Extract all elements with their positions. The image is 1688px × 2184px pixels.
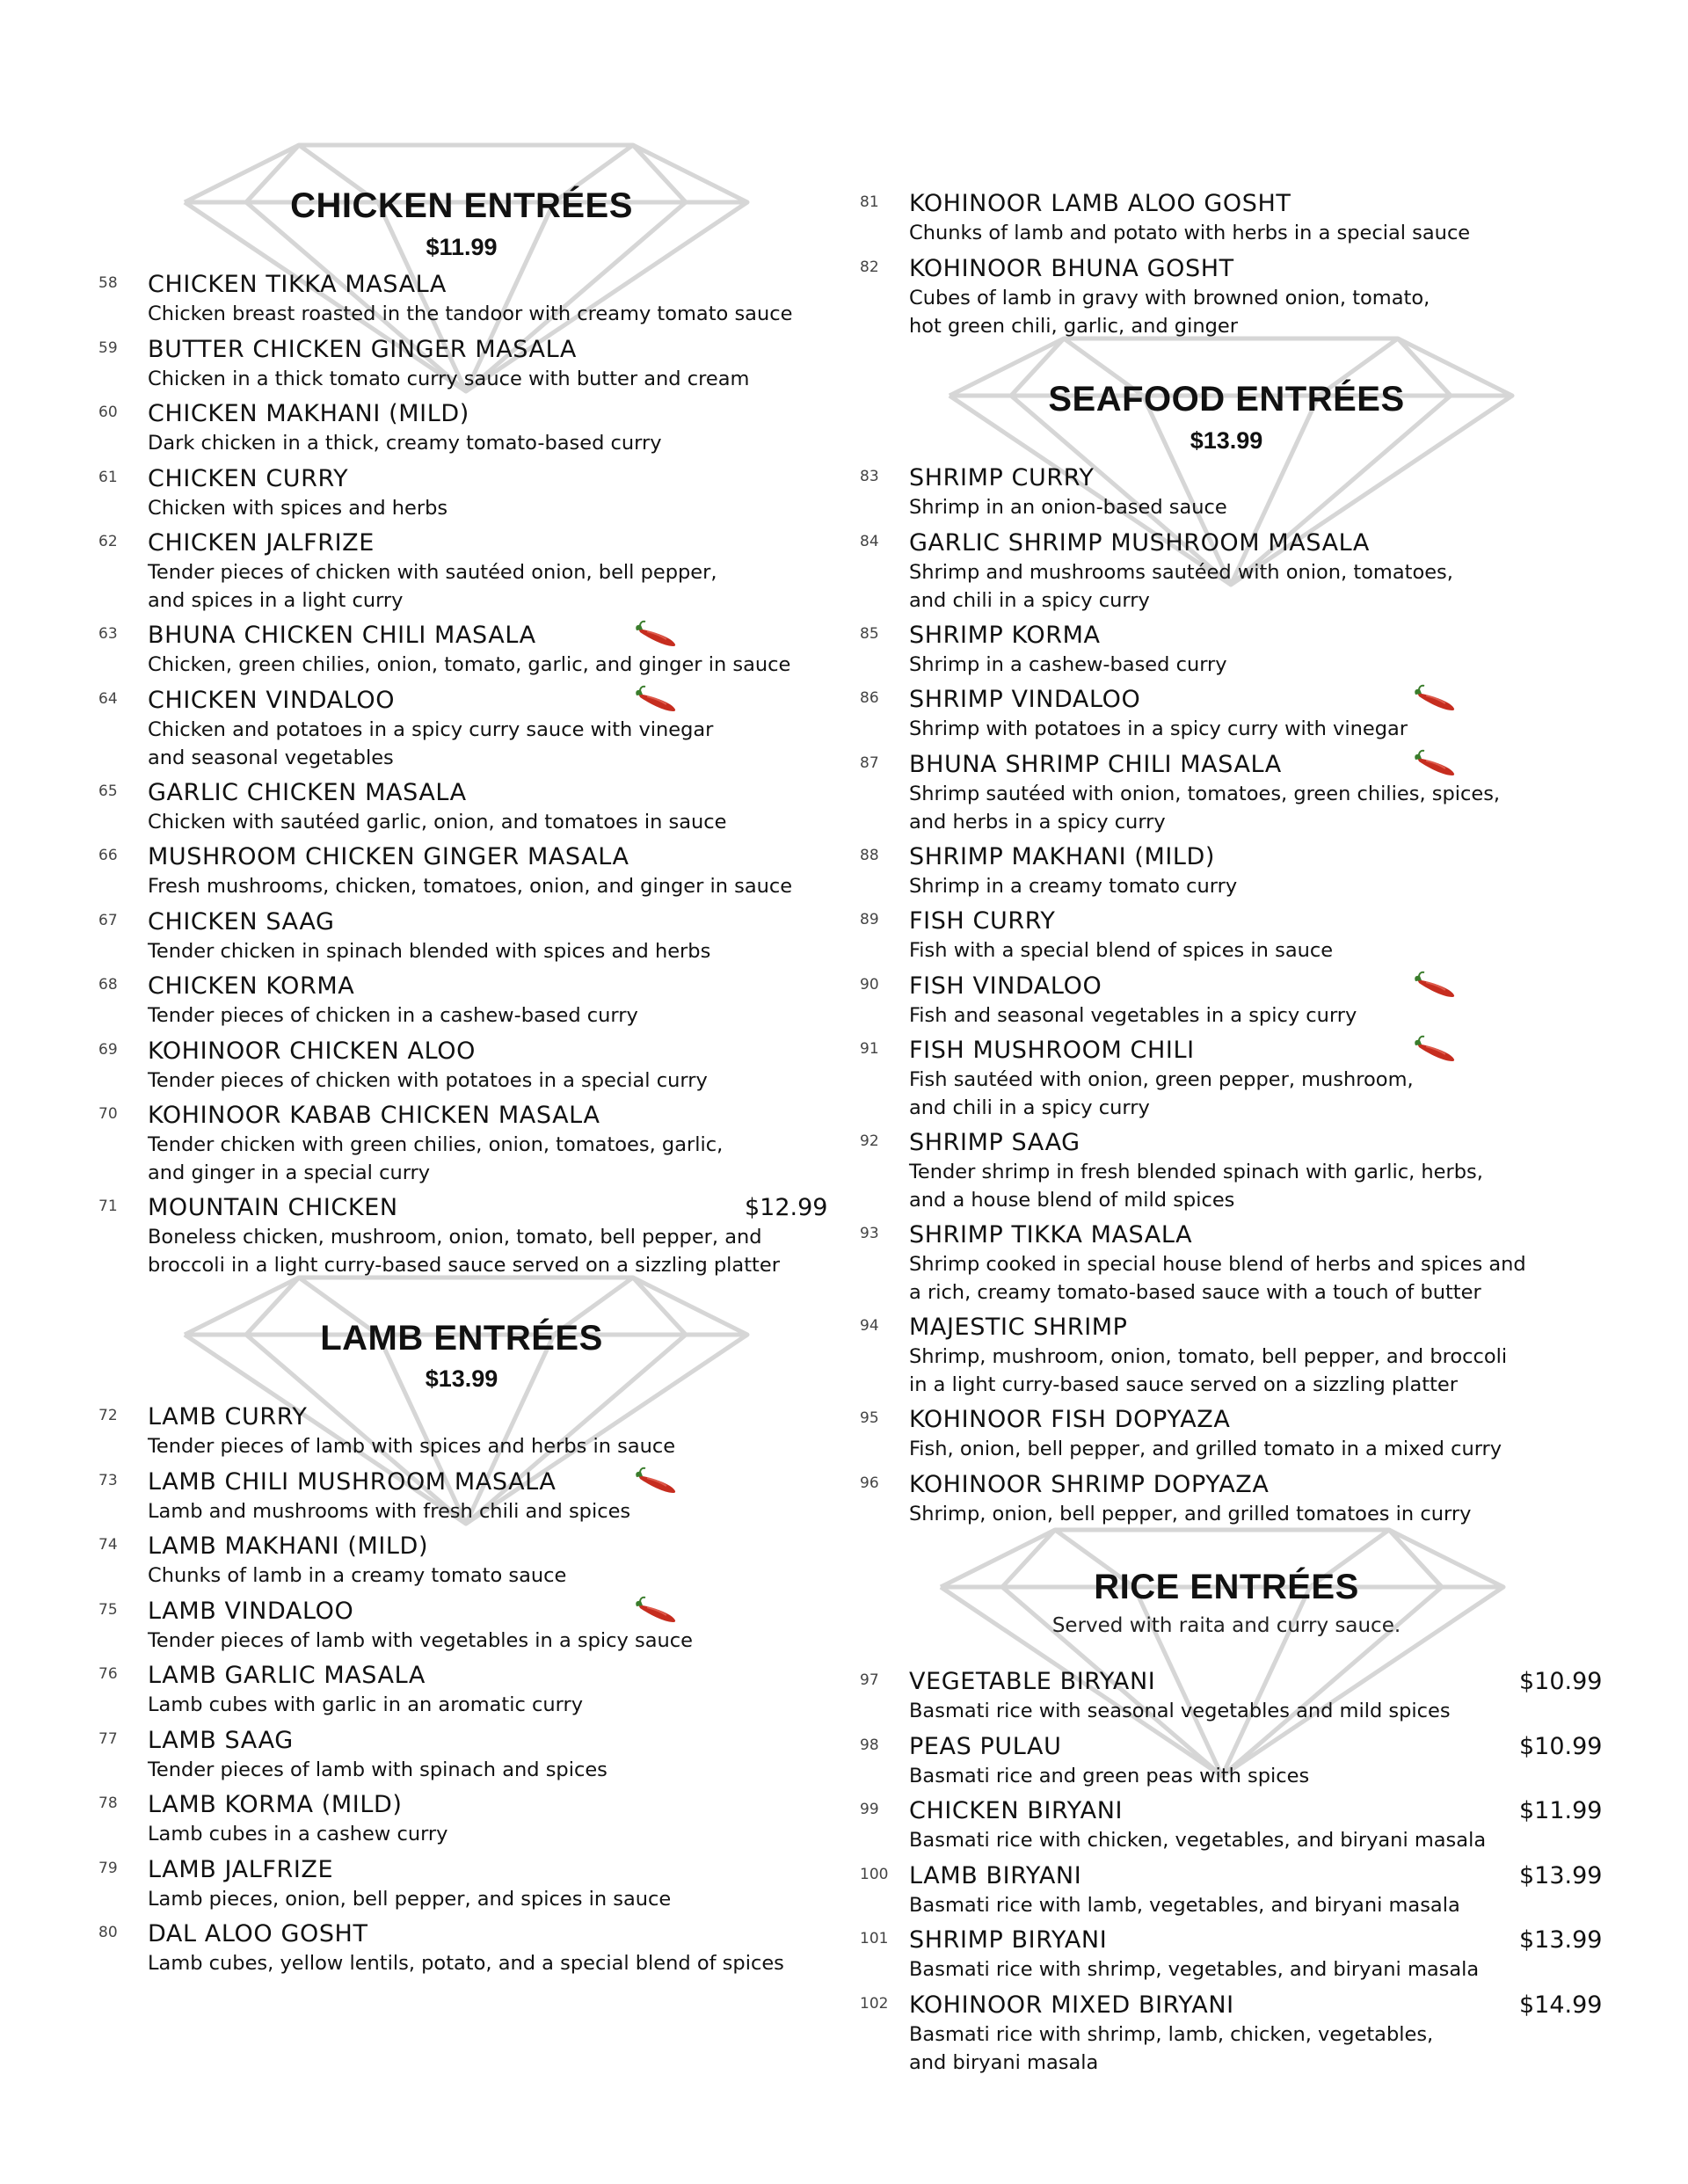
item-description-line: a rich, creamy tomato-based sauce with a touch of butter [909, 1281, 1481, 1304]
item-name: GARLIC CHICKEN MASALA [148, 778, 467, 806]
item-description-line: Tender shrimp in fresh blended spinach with garlic, herbs, [909, 1161, 1483, 1183]
item-name: MUSHROOM CHICKEN GINGER MASALA [148, 843, 629, 870]
item-name: CHICKEN VINDALOO [148, 686, 396, 714]
item-name: VEGETABLE BIRYANI [909, 1668, 1156, 1695]
section-price-seafood: $13.99 [1190, 427, 1263, 454]
item-description [909, 1343, 1630, 1399]
item-name: CHICKEN TIKKA MASALA [148, 271, 447, 298]
item-description-line: Lamb pieces, onion, bell pepper, and spices in sauce [148, 1887, 672, 1911]
item-description [909, 1500, 1630, 1528]
item-description-line: Shrimp cooked in special house blend of herbs and spices and [909, 1253, 1526, 1276]
item-name: KOHINOOR KABAB CHICKEN MASALA [148, 1102, 600, 1129]
item-name: MAJESTIC SHRIMP [909, 1314, 1128, 1341]
item-description-line: Chicken breast roasted in the tandoor with creamy tomato sauce [148, 302, 793, 325]
item-description [148, 1885, 869, 1913]
item-name: LAMB JALFRIZE [148, 1855, 334, 1883]
item-number: 70 [98, 1105, 118, 1123]
item-description-line: Cubes of lamb in gravy with browned onion, tomato, [909, 286, 1430, 309]
item-number: 63 [98, 625, 118, 643]
item-description [909, 1955, 1630, 1984]
item-name: FISH MUSHROOM CHILI [909, 1037, 1195, 1064]
item-name: KOHINOOR FISH DOPYAZA [909, 1406, 1231, 1433]
item-price: $13.99 [1519, 1926, 1603, 1954]
item-number: 86 [860, 689, 879, 707]
item-description-line: and ginger in a special curry [148, 1161, 431, 1184]
item-description-line: broccoli in a light curry-based sauce served on a sizzling platter [148, 1254, 780, 1277]
item-number: 93 [860, 1225, 879, 1242]
item-description-line: Chunks of lamb and potato with herbs in a special sauce [909, 222, 1471, 244]
section-price-lamb: $13.99 [425, 1365, 498, 1392]
item-description-line: Basmati rice and green peas with spices [909, 1764, 1310, 1787]
chili-pepper-icon [635, 620, 680, 650]
item-description [909, 872, 1630, 900]
section-price-chicken: $11.99 [426, 234, 498, 260]
item-description [148, 1820, 869, 1848]
item-description [909, 1066, 1630, 1122]
item-description-line: and biryani masala [909, 2050, 1099, 2074]
item-description [909, 715, 1630, 743]
item-number: 81 [860, 193, 879, 211]
item-number: 65 [98, 782, 118, 800]
item-number: 71 [98, 1198, 118, 1215]
item-number: 96 [860, 1474, 879, 1492]
item-description [909, 493, 1630, 521]
item-number: 101 [860, 1930, 889, 1947]
item-name: KOHINOOR CHICKEN ALOO [148, 1037, 476, 1065]
item-number: 79 [98, 1859, 118, 1877]
item-name: CHICKEN KORMA [148, 972, 355, 1000]
item-description-line: Tender pieces of chicken with potatoes in a special curry [148, 1068, 708, 1092]
item-name: SHRIMP SAAG [909, 1129, 1080, 1156]
item-name: LAMB GARLIC MASALA [148, 1662, 426, 1689]
item-description-line: and spices in a light curry [148, 589, 404, 612]
item-name: LAMB VINDALOO [148, 1597, 354, 1625]
item-number: 85 [860, 624, 879, 643]
item-name: GARLIC SHRIMP MUSHROOM MASALA [909, 528, 1370, 557]
item-description [148, 1131, 869, 1187]
item-description-line: Shrimp sautéed with onion, tomatoes, green chilies, spices, [909, 782, 1501, 805]
item-number: 60 [98, 404, 118, 421]
item-price: $10.99 [1519, 1668, 1603, 1695]
item-description-line: and seasonal vegetables [148, 746, 394, 769]
item-name: SHRIMP KORMA [909, 621, 1101, 649]
chili-pepper-icon [635, 1596, 680, 1626]
section-title-rice: RICE ENTRÉES [1094, 1568, 1359, 1606]
item-description [148, 365, 869, 393]
item-description [148, 494, 869, 522]
item-description-line: Shrimp in a cashew-based curry [909, 652, 1227, 676]
item-number: 59 [98, 339, 118, 357]
item-name: BUTTER CHICKEN GINGER MASALA [148, 335, 577, 363]
item-description [148, 716, 869, 772]
item-name: LAMB BIRYANI [909, 1861, 1082, 1889]
item-description-line: and chili in a spicy curry [909, 1096, 1150, 1119]
item-number: 87 [860, 753, 879, 772]
item-description [148, 651, 869, 679]
item-description-line: Tender pieces of chicken with sautéed onion, bell pepper, [148, 561, 717, 584]
item-name: SHRIMP MAKHANI (MILD) [909, 842, 1216, 870]
item-name: CHICKEN BIRYANI [909, 1797, 1124, 1824]
item-description [148, 1067, 869, 1095]
item-description-line: Fish, onion, bell pepper, and grilled tomato in a mixed curry [909, 1438, 1502, 1460]
item-description [148, 1432, 869, 1460]
item-description-line: in a light curry-based sauce served on a sizzling platter [909, 1373, 1458, 1396]
item-description-line: Chicken, green chilies, onion, tomato, garlic, and ginger in sauce [148, 653, 791, 676]
item-name: KOHINOOR MIXED BIRYANI [909, 1991, 1234, 2019]
item-description [909, 219, 1630, 247]
item-price: $12.99 [745, 1194, 828, 1221]
item-description-line: Basmati rice with shrimp, vegetables, and biryani masala [909, 1958, 1480, 1981]
item-description [909, 780, 1630, 836]
item-name: SHRIMP BIRYANI [909, 1926, 1108, 1954]
item-number: 92 [860, 1132, 879, 1150]
item-description-line: Fresh mushrooms, chicken, tomatoes, onion, and ginger in sauce [148, 875, 793, 898]
item-description [148, 300, 869, 328]
item-description-line: and chili in a spicy curry [909, 588, 1150, 612]
item-number: 91 [860, 1040, 879, 1058]
item-name: MOUNTAIN CHICKEN [148, 1194, 398, 1221]
item-name: KOHINOOR LAMB ALOO GOSHT [909, 190, 1291, 217]
section-note-rice: Served with raita and curry sauce. [1051, 1614, 1401, 1637]
item-description-line: Tender pieces of chicken in a cashew-based curry [148, 1004, 638, 1027]
item-description [909, 284, 1630, 340]
item-description-line: Boneless chicken, mushroom, onion, tomato, bell pepper, and [148, 1226, 762, 1249]
item-description-line: Shrimp in an onion-based sauce [909, 496, 1227, 519]
item-number: 61 [98, 468, 118, 486]
item-name: PEAS PULAU [909, 1732, 1062, 1760]
item-description-line: Shrimp and mushrooms sautéed with onion, tomatoes, [909, 560, 1453, 584]
item-number: 66 [98, 847, 118, 864]
item-description-line: Lamb cubes, yellow lentils, potato, and a special blend of spices [148, 1952, 784, 1975]
item-number: 100 [860, 1865, 889, 1883]
item-description-line: hot green chili, garlic, and ginger [909, 314, 1238, 338]
item-name: FISH VINDALOO [909, 972, 1102, 1000]
item-number: 89 [860, 911, 879, 928]
chili-pepper-icon [1414, 971, 1459, 1001]
item-description [909, 1435, 1630, 1463]
item-number: 84 [860, 532, 879, 550]
item-name: FISH CURRY [909, 907, 1056, 935]
item-description [148, 1756, 869, 1784]
item-description [909, 936, 1630, 965]
item-price: $11.99 [1519, 1797, 1603, 1824]
chili-pepper-icon [1414, 684, 1459, 714]
item-name: CHICKEN MAKHANI (MILD) [148, 400, 469, 427]
item-number: 69 [98, 1040, 118, 1059]
item-description-line: Tender pieces of lamb with spices and herbs in sauce [148, 1435, 676, 1458]
item-name: SHRIMP TIKKA MASALA [909, 1221, 1193, 1249]
item-description-line: Tender pieces of lamb with vegetables in a spicy sauce [148, 1628, 693, 1652]
item-name: CHICKEN JALFRIZE [148, 529, 375, 557]
item-name: BHUNA CHICKEN CHILI MASALA [148, 622, 536, 649]
item-number: 97 [860, 1671, 879, 1689]
item-number: 73 [98, 1471, 118, 1489]
item-description [909, 1697, 1630, 1725]
item-name: KOHINOOR BHUNA GOSHT [909, 254, 1234, 282]
item-number: 83 [860, 468, 879, 485]
item-name: LAMB SAAG [148, 1726, 294, 1754]
item-description [148, 1001, 869, 1030]
item-number: 75 [98, 1600, 118, 1619]
item-number: 58 [98, 274, 118, 292]
item-number: 102 [860, 1994, 889, 2013]
item-number: 78 [98, 1795, 118, 1812]
item-description [909, 558, 1630, 615]
chili-pepper-icon [1414, 1035, 1459, 1065]
item-description-line: Fish with a special blend of spices in sauce [909, 939, 1334, 962]
item-description-line: Lamb cubes with garlic in an aromatic curry [148, 1693, 584, 1716]
item-description-line: Chicken in a thick tomato curry sauce with butter and cream [148, 367, 750, 390]
section-title-chicken: CHICKEN ENTRÉES [290, 186, 633, 225]
item-description-line: Fish and seasonal vegetables in a spicy curry [909, 1003, 1357, 1027]
item-name: SHRIMP VINDALOO [909, 686, 1141, 713]
item-description [909, 651, 1630, 679]
item-description [909, 1158, 1630, 1214]
item-number: 72 [98, 1407, 118, 1424]
item-description-line: and herbs in a spicy curry [909, 810, 1166, 834]
item-name: LAMB MAKHANI (MILD) [148, 1532, 429, 1560]
item-description [148, 1949, 869, 1977]
item-name: KOHINOOR SHRIMP DOPYAZA [909, 1470, 1270, 1498]
item-description-line: Chunks of lamb in a creamy tomato sauce [148, 1564, 567, 1587]
item-price: $13.99 [1519, 1861, 1603, 1889]
item-description-line: Chicken and potatoes in a spicy curry sauce with vinegar [148, 717, 714, 741]
item-number: 67 [98, 911, 118, 929]
item-description [148, 558, 869, 615]
item-number: 77 [98, 1729, 118, 1748]
item-description-line: and a house blend of mild spices [909, 1189, 1235, 1212]
item-description [148, 1691, 869, 1719]
item-number: 82 [860, 258, 879, 276]
item-description [909, 1891, 1630, 1919]
item-description-line: Shrimp in a creamy tomato curry [909, 874, 1238, 898]
chili-pepper-icon [635, 685, 680, 715]
section-title-seafood: SEAFOOD ENTRÉES [1048, 380, 1405, 419]
item-number: 68 [98, 976, 118, 994]
item-name: LAMB KORMA (MILD) [148, 1791, 403, 1818]
item-number: 74 [98, 1536, 118, 1554]
item-description [148, 429, 869, 457]
item-description-line: Tender pieces of lamb with spinach and spices [148, 1758, 608, 1781]
item-name: DAL ALOO GOSHT [148, 1920, 368, 1947]
item-description [909, 1001, 1630, 1030]
item-description-line: Shrimp, onion, bell pepper, and grilled tomatoes in curry [909, 1502, 1472, 1525]
item-description [909, 1250, 1630, 1307]
item-name: LAMB CHILI MUSHROOM MASALA [148, 1467, 557, 1496]
item-description [148, 1562, 869, 1590]
item-number: 64 [98, 689, 118, 708]
item-name: CHICKEN CURRY [148, 464, 349, 492]
item-description-line: Basmati rice with chicken, vegetables, and biryani masala [909, 1829, 1487, 1852]
item-name: BHUNA SHRIMP CHILI MASALA [909, 750, 1282, 778]
item-description [148, 1627, 869, 1655]
item-description [909, 1826, 1630, 1854]
item-description-line: Chicken with sautéed garlic, onion, and tomatoes in sauce [148, 810, 727, 834]
item-name: SHRIMP CURRY [909, 464, 1095, 491]
item-name: LAMB CURRY [148, 1403, 308, 1431]
chili-pepper-icon [635, 1467, 680, 1496]
item-description-line: Tender chicken in spinach blended with spices and herbs [148, 939, 711, 963]
item-description-line: Shrimp, mushroom, onion, tomato, bell pepper, and broccoli [909, 1345, 1508, 1368]
item-number: 99 [860, 1801, 879, 1818]
item-number: 90 [860, 975, 879, 994]
item-description-line: Lamb cubes in a cashew curry [148, 1823, 448, 1845]
item-number: 62 [98, 533, 118, 550]
item-description-line: Basmati rice with seasonal vegetables and mild spices [909, 1700, 1451, 1722]
section-title-lamb: LAMB ENTRÉES [320, 1319, 603, 1358]
item-price: $10.99 [1519, 1732, 1603, 1760]
item-description-line: Lamb and mushrooms with fresh chili and spices [148, 1499, 631, 1523]
item-description-line: Chicken with spices and herbs [148, 496, 448, 520]
item-name: CHICKEN SAAG [148, 907, 335, 935]
item-description-line: Shrimp with potatoes in a spicy curry with vinegar [909, 717, 1408, 740]
item-number: 76 [98, 1665, 118, 1683]
item-number: 88 [860, 846, 879, 864]
item-description-line: Dark chicken in a thick, creamy tomato-based curry [148, 432, 662, 455]
item-number: 95 [860, 1409, 879, 1427]
item-description-line: Basmati rice with lamb, vegetables, and biryani masala [909, 1893, 1460, 1917]
item-description-line: Basmati rice with shrimp, lamb, chicken, vegetables, [909, 2022, 1434, 2046]
item-description [148, 1497, 869, 1525]
item-description [909, 2020, 1630, 2077]
item-description-line: Fish sautéed with onion, green pepper, mushroom, [909, 1068, 1414, 1091]
item-description [148, 808, 869, 836]
item-description [148, 872, 869, 900]
item-description [148, 1223, 869, 1279]
item-price: $14.99 [1519, 1991, 1603, 2019]
item-number: 94 [860, 1317, 879, 1335]
item-description-line: Tender chicken with green chilies, onion, tomatoes, garlic, [148, 1133, 724, 1156]
chili-pepper-icon [1414, 749, 1459, 779]
item-description [148, 937, 869, 965]
item-number: 98 [860, 1736, 879, 1754]
item-number: 80 [98, 1924, 118, 1941]
item-description [909, 1762, 1630, 1790]
